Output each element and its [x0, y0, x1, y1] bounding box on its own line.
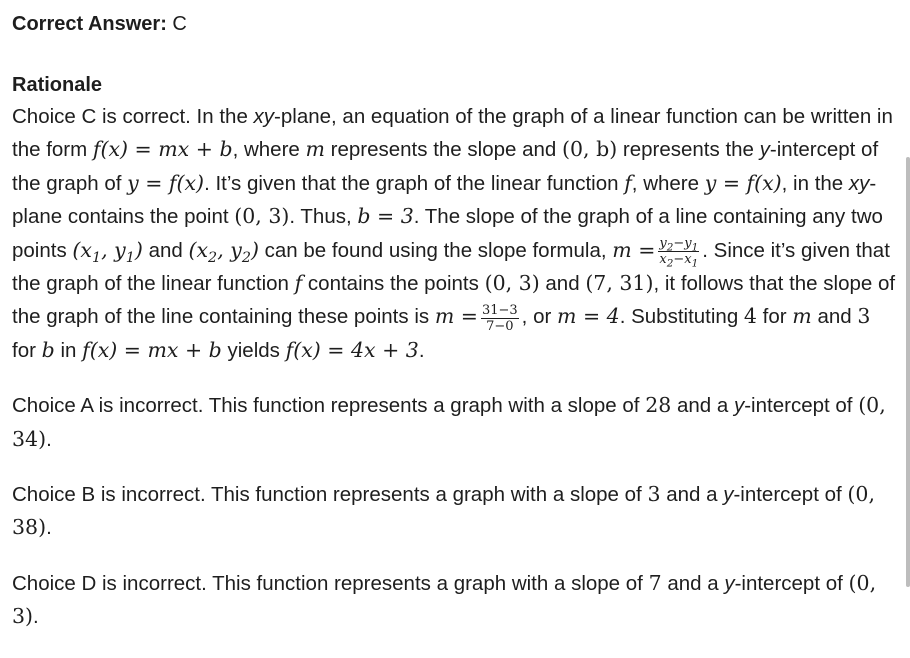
text: -intercept of: [744, 394, 859, 418]
math-part: ): [134, 237, 143, 262]
rationale-paragraph-choice-b: [12, 478, 900, 545]
rationale-paragraph-choice-a: [12, 389, 900, 456]
math-f-expr: f(x) = mx + b: [82, 337, 222, 362]
correct-answer-label: Correct Answer:: [12, 13, 167, 35]
text: and: [539, 272, 586, 296]
math-f-expr: f(x) = mx + b: [92, 137, 233, 162]
math-point: (0, 34): [12, 393, 886, 451]
math-part: x: [659, 251, 667, 267]
text: . Since it’s given that the graph of the linear function: [12, 238, 890, 296]
math-sub: 2: [666, 241, 674, 254]
text: for: [12, 338, 42, 362]
text-y: y: [723, 483, 734, 507]
text: and: [142, 238, 189, 262]
text: -intercept of: [734, 571, 849, 595]
math-point-0b: (0, b): [562, 137, 618, 162]
math-point-1: [72, 237, 143, 266]
text: , where: [631, 171, 705, 195]
math-sub: 2: [666, 257, 674, 270]
text: , in the: [781, 171, 849, 195]
math-sub: 1: [691, 257, 699, 270]
text: . It’s given that the graph of the linear function: [204, 171, 625, 195]
math-part: (x: [72, 237, 92, 262]
math-m-eq-4: m = 4: [557, 304, 620, 329]
text: .: [46, 516, 52, 540]
text: for: [756, 305, 793, 329]
text: Choice B is incorrect. This function represents a graph with a slope of: [12, 483, 648, 507]
math-point-731: (7, 31): [585, 271, 654, 296]
math-point-2: [188, 237, 259, 266]
math-part: , y: [101, 237, 126, 262]
math-number: 4: [743, 304, 757, 329]
rationale-heading: Rationale: [12, 74, 103, 96]
text-y: y: [733, 394, 745, 418]
text: . Thus,: [289, 205, 358, 229]
text: Choice A is incorrect. This function represents a graph with a slope of: [12, 394, 646, 418]
text: , it follows that the slope of the graph of the line containing these points is: [12, 272, 896, 329]
text: -plane contains the point: [12, 171, 877, 229]
math-part: y: [659, 235, 667, 251]
fraction-numerator: 31−3: [481, 302, 518, 318]
correct-answer-line: [12, 8, 900, 40]
text: represents the: [617, 138, 760, 162]
math-number: 3: [857, 304, 871, 329]
text: and a: [671, 394, 734, 418]
text: -intercept of: [733, 483, 848, 507]
text: in: [54, 338, 83, 362]
math-sub: 1: [691, 241, 699, 254]
explanation-panel: [12, 0, 900, 634]
math-f: f: [294, 271, 303, 296]
rationale-paragraph-correct: [12, 101, 900, 367]
math-sub: 2: [241, 249, 251, 266]
text: . The slope of the graph of a line containing any two points: [12, 205, 883, 262]
math-b: b: [41, 337, 55, 362]
text-y: y: [724, 571, 735, 595]
math-point-03: (0, 3): [484, 271, 540, 296]
text: yields: [221, 338, 286, 362]
math-m: m: [792, 304, 812, 329]
math-part: −y: [673, 235, 692, 251]
text: , where: [232, 138, 306, 162]
text: contains the points: [302, 272, 485, 296]
text: .: [46, 427, 52, 451]
text: and: [811, 305, 858, 329]
math-sub: 1: [125, 249, 135, 266]
text: -intercept of the graph of: [12, 138, 879, 195]
text: -plane, an equation of the graph of a linear function can be written in the form: [12, 105, 893, 162]
math-number: 3: [647, 482, 661, 507]
math-number: 28: [645, 393, 672, 418]
math-f: f: [624, 170, 632, 195]
math-b-eq-3: b = 3: [357, 204, 414, 229]
math-part: −x: [673, 251, 692, 267]
text: Choice D is incorrect. This function represents a graph with a slope of: [12, 571, 649, 595]
text: represents the slope and: [324, 138, 562, 162]
slope-value-fraction: [481, 304, 519, 333]
fraction-denominator: [658, 251, 699, 270]
text: Choice C is correct. In the: [12, 105, 254, 128]
text: .: [33, 605, 39, 629]
vertical-scrollbar-thumb[interactable]: [906, 157, 910, 587]
text-y: y: [759, 138, 770, 162]
math-m-eq: m =: [434, 304, 478, 329]
text: , or: [521, 305, 557, 329]
math-number: 7: [648, 570, 662, 595]
math-sub: 2: [208, 249, 218, 266]
fraction-denominator: 7−0: [486, 318, 514, 334]
math-m-eq: m =: [612, 237, 656, 262]
text: .: [418, 338, 425, 362]
math-result: f(x) = 4x + 3: [285, 337, 419, 362]
math-sub: 1: [91, 249, 102, 266]
math-part: , y: [217, 237, 242, 262]
math-part: ): [250, 237, 259, 262]
text-xy: xy: [848, 171, 870, 195]
slope-formula-fraction: [658, 235, 699, 270]
correct-answer-value: C: [172, 13, 187, 35]
math-m: m: [305, 137, 325, 162]
rationale-paragraph-choice-d: [12, 567, 900, 634]
text: . Substituting: [619, 305, 744, 329]
text: and a: [661, 571, 725, 595]
math-y-eq-fx: y = f(x): [127, 170, 205, 195]
text: and a: [660, 483, 724, 507]
math-part: (x: [188, 237, 209, 262]
text: can be found using the slope formula,: [258, 238, 613, 262]
math-y-eq-fx: y = f(x): [704, 170, 782, 195]
math-point: (0, 3): [12, 570, 877, 629]
fraction-numerator: [658, 237, 699, 252]
text-xy: xy: [253, 105, 275, 128]
math-point: (0, 38): [12, 482, 875, 540]
math-point-03: (0, 3): [234, 204, 290, 229]
